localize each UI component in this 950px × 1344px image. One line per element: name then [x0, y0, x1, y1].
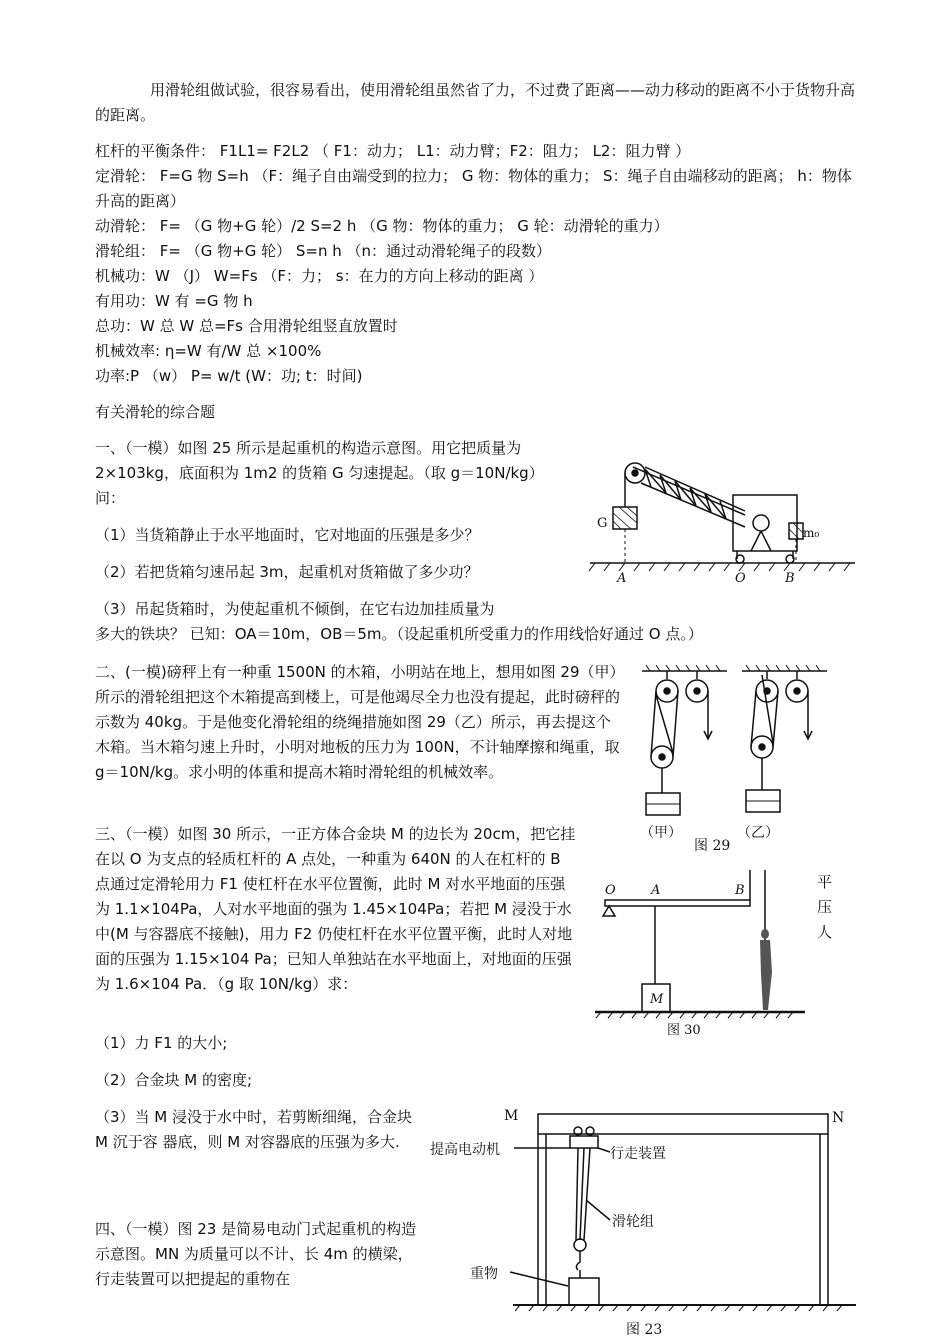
boom-lower — [641, 483, 745, 527]
label-load: 重物 — [470, 1266, 498, 1282]
label-n: N — [832, 1110, 845, 1126]
figure-30-caption: 图 30 — [667, 1023, 701, 1038]
formula-power: 功率:P （w） P= w/t (W：功; t：时间) — [95, 367, 363, 385]
figure-23-gantry — [428, 1100, 863, 1340]
formula-efficiency: 机械效率: η=W 有/W 总 ×100% — [95, 342, 322, 360]
figure-30-lever — [595, 870, 810, 1040]
question-2-text: 二、(一模)磅秤上有一种重 1500N 的木箱，小明站在地上，想用如图 29（甲）所示的滑轮组把这个木箱提高到楼上，可是他竭尽全力也没有提起，此时磅秤的示数为 40kg。于是他变化滑轮组的绕绳措施如图 29（乙）所示，再去提这个木箱。当木箱匀速上升时，小明对地板的压力为 100N，不计轴摩擦和绳重，取 g＝10N/kg。求小明的体重和提高木箱时滑轮组的机械效率。 — [95, 663, 625, 781]
question-1-sub1: （1）当货箱静止于水平地面时，它对地面的压强是多少？ — [95, 526, 480, 544]
question-1-sub3b: 多大的铁块？ 已知：OA＝10m，OB＝5m。（设起重机所受重力的作用线恰好通过 O 点。） — [95, 625, 703, 643]
lower-pulley — [574, 1239, 586, 1251]
label-motor: 提高电动机 — [430, 1142, 500, 1158]
question-1-sub3a: （3）吊起货箱时，为使起重机不倾倒，在它右边加挂质量为 — [95, 600, 495, 618]
formula-lever: 杠杆的平衡条件： F1L1= F2L2 （ F1：动力； L1：动力臂；F2：阻力； L2：阻力臂 ） — [95, 142, 691, 160]
side-char-3: 人 — [817, 923, 833, 941]
formula-work: 机械功：W （J） W=Fs （F：力； s：在力的方向上移动的距离 ） — [95, 267, 544, 285]
leader-load — [510, 1272, 568, 1286]
label-trolley: 行走装置 — [610, 1146, 666, 1162]
label-jia: （甲） — [640, 825, 682, 841]
label-b: B — [785, 571, 795, 586]
rope-3 — [584, 1148, 590, 1240]
leader-trolley — [598, 1148, 610, 1152]
label-m: M — [504, 1108, 519, 1124]
formula-movable-pulley: 动滑轮： F= （G 物+G 轮）/2 S=2 h （G 物：物体的重力； G 轮：动滑轮的重力） — [95, 217, 669, 235]
side-char-1: 平 — [817, 873, 833, 891]
question-1-sub2: （2）若把货箱匀速吊起 3m，起重机对货箱做了多少功？ — [95, 563, 479, 581]
rope-1 — [576, 1148, 578, 1240]
intro-paragraph: 用滑轮组做试验，很容易看出，使用滑轮组虽然省了力，不过费了距离——动力移动的距离不小于货物升高的距离。 — [95, 81, 856, 124]
label-g: G — [597, 516, 608, 531]
question-4-text: 四、（一模）图 23 是简易电动门式起重机的构造示意图。MN 为质量可以不计、长 4m 的横梁，行走装置可以把提起的重物在 — [95, 1220, 417, 1288]
label-o: O — [735, 571, 746, 586]
section-title: 有关滑轮的综合题 — [95, 403, 216, 421]
trolley — [570, 1136, 598, 1148]
label-yi: （乙） — [737, 825, 779, 841]
label-a: A — [617, 571, 627, 586]
label-a: A — [651, 883, 661, 898]
figure-25-crane — [585, 455, 865, 590]
formula-pulley-block: 滑轮组： F= （G 物+G 轮） S=n h （n：通过动滑轮绳子的段数） — [95, 242, 552, 260]
figure-29-caption: 图 29 — [694, 838, 731, 854]
label-m0: m₀ — [803, 526, 820, 540]
side-char-2: 压 — [817, 898, 833, 916]
load-box — [569, 1278, 599, 1305]
question-3-sub3: （3）当 M 浸没于水中时，若剪断细绳，合金块 M 沉于容 器底，则 M 对容器底的压强为多大. — [95, 1108, 413, 1151]
formula-fixed-pulley: 定滑轮： F=G 物 S=h （F：绳子自由端受到的拉力； G 物：物体的重力； S：绳子自由端移动的距离； h：物体升高的距离） — [95, 167, 852, 210]
question-3-side-text — [817, 870, 837, 945]
formula-list — [95, 139, 857, 389]
crane-pivot — [753, 515, 769, 531]
question-3-sub1: （1）力 F1 的大小; — [95, 1034, 228, 1052]
label-m: M — [650, 992, 664, 1007]
leader-pulley — [586, 1200, 610, 1220]
label-b: B — [735, 883, 745, 898]
person-silhouette — [760, 929, 772, 1010]
cargo-box — [613, 507, 637, 529]
fulcrum — [603, 906, 615, 916]
label-o: O — [605, 883, 616, 898]
label-pulley-block: 滑轮组 — [612, 1214, 654, 1230]
formula-total-work: 总功：W 总 W 总=Fs 合用滑轮组竖直放置时 — [95, 317, 398, 335]
question-3-text: 三、（一模）如图 30 所示，一正方体合金块 M 的边长为 20cm，把它挂在以 O 为支点的轻质杠杆的 A 点处，一种重为 640N 的人在杠杆的 B 点通过定滑轮用力 F1 使杠杆在水平位置衡，此时 M 对水平地面的压强为 1.1×104Pa，人对水平地面的强为 1.45×104Pa；若把 M 浸没于水中(M 与容器底不接触)，用力 F2 仍使杠杆在水平位置平衡，此时人对地面的压强为 1.15×104 Pa；已知人单独站在水平地面上，对地面的压强为 1.6×104 Pa．（g 取 10N/kg）求： — [95, 825, 576, 993]
figure-23-caption: 图 23 — [626, 1322, 663, 1338]
figure-29-pulleys — [632, 665, 832, 865]
question-3-sub2: （2）合金块 M 的密度; — [95, 1071, 253, 1089]
lever-bar — [605, 900, 750, 906]
intro-block — [95, 78, 855, 128]
crane-body — [733, 495, 797, 551]
question-1-stem: 一、（一模）如图 25 所示是起重机的构造示意图。用它把质量为 2×103kg，底面积为 1m2 的货箱 G 匀速提起。（取 g＝10N/kg）问： — [95, 439, 544, 507]
rope-2 — [580, 1148, 584, 1240]
formula-useful-work: 有用功：W 有 =G 物 h — [95, 292, 253, 310]
